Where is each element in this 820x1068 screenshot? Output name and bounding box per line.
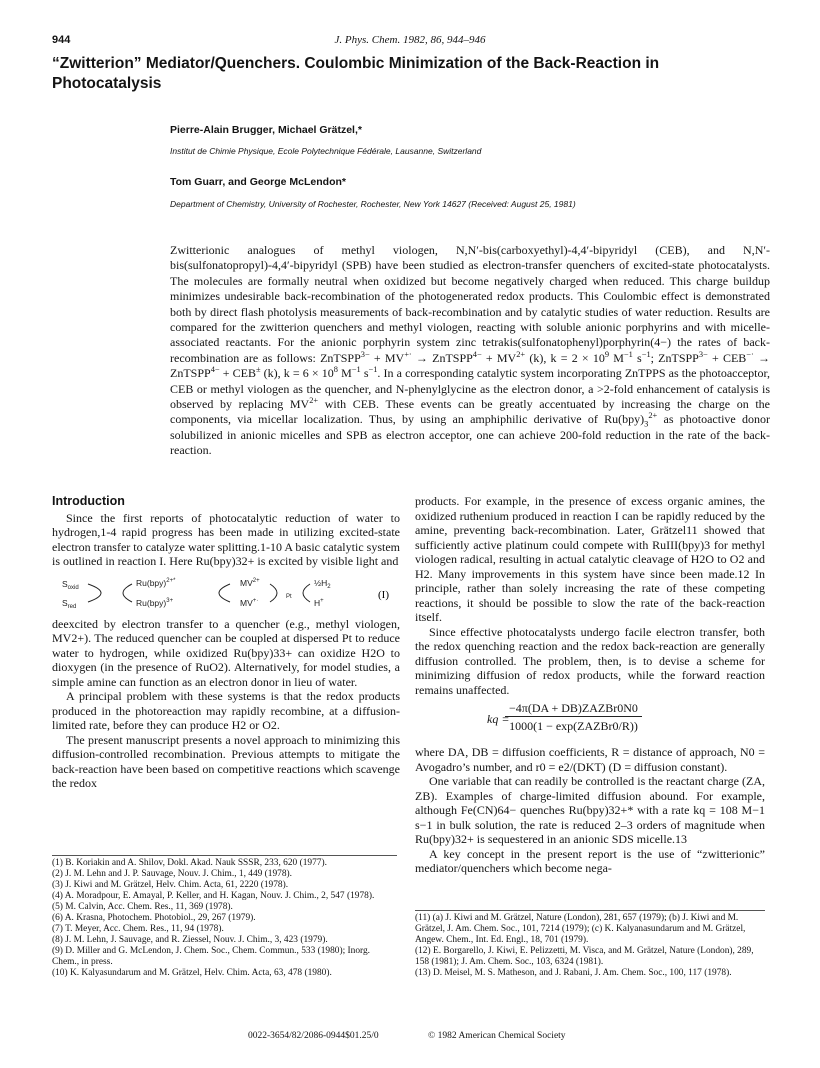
mv-label: $MV^{2+}$: [240, 577, 260, 588]
author-affiliation-2: Department of Chemistry, University of Rochester, Rochester, New York 14627 (Received: August 25, 1981): [170, 199, 576, 209]
curved-arrow-5: [303, 584, 310, 602]
abstract-text-5: with CEB. These events can be greatly accentuated by increasing the charge on the components, via micellar localization. Thus, by using an amphiphilic derivative of Ru(bpy): [170, 397, 770, 427]
intro-paragraph-5: products. For example, in the presence of excess organic amines, the oxidized ruthenium produced in reaction I can be rapidly reduced by the amine, preventing back-recombination. Later, Grätzel11 showed that sufficiently active platinum could compete with RuIII(bpy)3 for methyl viologen radical, resulting in actual catalytic cleavage of H2O to O2 and H2. Many improvements in this system have since been made.12 In principle, rather than solely increasing the rate of these competing reactions, it should be possible to slow the rate of the back-reaction itself.: [415, 494, 765, 624]
abstract-text-2: ZnTSPP: [432, 350, 473, 365]
left-column: [52, 494, 400, 791]
article-code: 0022-3654/82/2086-0944$01.25/0: [248, 1031, 379, 1041]
footnote: (8) J. M. Lehn, J. Sauvage, and R. Ziessel, Nouv. J. Chim., 3, 423 (1979).: [52, 935, 328, 945]
footnote: (10) K. Kalyasundarum and M. Grätzel, Helv. Chim. Acta, 63, 478 (1980).: [52, 968, 332, 978]
footnote: (11) (a) J. Kiwi and M. Grätzel, Nature (London), 281, 657 (1979); (b) J. Kiwi and M. Grätzel, J. Am. Chem. Soc., 101, 7214 (1979); (c) K. Kalyanasundarum and M. Grätzel, Angew. Chem., Int. Ed. Engl., 18, 701 (1979).: [415, 913, 746, 945]
equation-fraction: [505, 701, 642, 733]
footnotes-right: [415, 913, 765, 979]
footnote: (5) M. Calvin, Acc. Chem. Res., 11, 369 (1978).: [52, 902, 233, 912]
mv-reduced-label: MV+·: [240, 597, 259, 608]
h2-label: $\frac{1}{2}H_2$: [314, 577, 331, 590]
pt-label: Pt: [286, 593, 292, 600]
intro-paragraph-9: A key concept in the present report is the use of “zwitterionic” mediator/quenchers which become nega-: [415, 846, 765, 875]
ru-oxidized-label: Ru(bpy)$^{3+}$: [136, 597, 174, 608]
ru-excited-label: Ru(bpy)$^{2+*}$: [136, 577, 176, 588]
copyright-notice: © 1982 American Chemical Society: [428, 1031, 566, 1041]
footnote: (13) D. Meisel, M. S. Matheson, and J. Rabani, J. Am. Chem. Soc., 100, 117 (1978).: [415, 968, 732, 978]
author-names-1: Pierre-Alain Brugger, Michael Grätzel,*: [170, 124, 362, 136]
intro-paragraph-3: A principal problem with these systems is that the redox products produced in the photoreaction may rapidly recombine, at a diffusion-limited rate, before they can produce H2 or O2.: [52, 689, 400, 732]
s-oxid-label: $S_{oxid}$: [62, 578, 79, 591]
abstract-text-4: . In a corresponding catalytic system incorporating ZnTPPS as the photoacceptor, CEB or methyl viologen as the quencher, and N-phenylglycine as the electron donor, a >2-fold enhancement of catalysis is observed by replacing MV: [170, 366, 771, 412]
rate-equation: [415, 701, 765, 741]
author-affiliation-1: Institut de Chimie Physique, Ecole Polytechnique Fédérale, Lausanne, Switzerland: [170, 146, 482, 156]
scheme-number: (I): [378, 588, 389, 601]
footnote: (12) E. Borgarello, J. Kiwi, E. Pelizzetti, M. Visca, and M. Grätzel, Nature (London), 289, 158 (1981); J. Am. Chem. Soc., 103, 6324 (1981).: [415, 946, 754, 967]
curved-arrow-2: [123, 584, 132, 602]
right-column: [415, 494, 765, 876]
footnote: (1) B. Koriakin and A. Shilov, Dokl. Akad. Nauk SSSR, 233, 620 (1977).: [52, 858, 327, 868]
s-red-label: $S_{red}$: [62, 597, 77, 610]
footnote: (2) J. M. Lehn and J. P. Sauvage, Nouv. J. Chim., 1, 449 (1978).: [52, 869, 292, 879]
equation-lhs: kq =: [487, 712, 510, 726]
intro-paragraph-7: where DA, DB = diffusion coefficients, R = distance of approach, N0 = Avogadro’s number, and r0 = e2/(DKT) (D = diffusion constant).: [415, 745, 765, 774]
reaction-scheme-drawing: [52, 575, 400, 611]
intro-paragraph-2: deexcited by electron transfer to a quencher (e.g., methyl viologen, MV2+). The reduced quencher can be coupled at dispersed Pt to reduce water to hydrogen, while oxidized Ru(bpy)33+ can oxidize H2O to dioxygen (in the presence of RuO2). Alternatively, for model studies, a simple amine can function as an electron donor in lieu of water.: [52, 616, 400, 689]
footnote-divider-right: [415, 910, 765, 911]
intro-paragraph-4: The present manuscript presents a novel approach to minimizing this diffusion-controlled recombination. Previous attempts to mitigate the back-reaction have been based on competitive reactions which scavenge the redox: [52, 732, 400, 790]
abstract-rate-1: (k), k = 2 × 10: [525, 350, 605, 365]
footnote: (7) T. Meyer, Acc. Chem. Res., 11, 94 (1978).: [52, 924, 224, 934]
reaction-scheme: [52, 575, 400, 611]
journal-citation: J. Phys. Chem. 1982, 86, 944–946: [334, 34, 486, 46]
curved-arrow-4: [270, 584, 277, 602]
section-heading: Introduction: [52, 494, 125, 508]
author-names-2: Tom Guarr, and George McLendon*: [170, 176, 346, 188]
intro-paragraph-6: Since effective photocatalysts undergo facile electron transfer, both the redox quenching reaction and the redox back-reaction are generally diffusion controlled. The problem, then, is to devise a scheme for minimizing diffusion of redox products, while the forward reaction remains unaffected.: [415, 624, 765, 697]
footnote: (4) A. Moradpour, E. Amayal, P. Keller, and H. Kagan, Nouv. J. Chim., 2, 547 (1978).: [52, 891, 375, 901]
curved-arrow-1: [88, 584, 101, 602]
h-plus-label: H+: [314, 597, 324, 608]
footnote: (6) A. Krasna, Photochem. Photobiol., 29, 267 (1979).: [52, 913, 256, 923]
abstract-text-6: as photoactive donor solubilized in anionic micelles and SPB as electron acceptor, one can achieve 200-fold reduction in the rate of the back-reaction.: [170, 412, 770, 458]
article-title: “Zwitterion” Mediator/Quenchers. Coulombic Minimization of the Back-Reaction in Photocatalysis: [52, 55, 660, 92]
curved-arrow-3: [219, 584, 230, 602]
footnote: (9) D. Miller and G. McLendon, J. Chem. Soc., Chem. Commun., 533 (1980); Inorg. Chem., in press.: [52, 946, 371, 967]
intro-paragraph-8: One variable that can readily be controlled is the reactant charge (ZA, ZB). Examples of charge-limited diffusion abound. For example, although Fe(CN)64− quenches Ru(bpy)32+* with a rate kq = 108 M−1 s−1 in bulk solution, the rate is reduced 2–3 orders of magnitude when Ru(bpy)32+ is sequestered in an anionic SDS micelle.13: [415, 774, 765, 846]
abstract-text-3: ; ZnTSPP: [650, 350, 699, 365]
abstract-rate-2: (k), k = 6 × 10: [260, 366, 334, 381]
page-number: 944: [52, 34, 71, 46]
abstract-text-1: Zwitterionic analogues of methyl viologen, N,N′-bis(carboxyethyl)-4,4′-bipyridyl (CEB), and N,N′-bis(sulfonatopropyl)-4,4′-bipyridyl (SPB) have been studied as electron-transfer quenchers of excited-state photocatalysts. The molecules are formally neutral when oxidized but become negatively charged when reduced. This charge buildup minimizes undesirable back-recombination of the photogenerated redox products. This Coulombic effect is demonstrated both by direct flash photolysis measurements of back-recombination and by catalytic studies of water reduction. Results are compared for the zwitterion quenchers and methyl viologen, reacting with soluble anionic porphyrins and with micelle-associated reactants. For the anionic porphyrin system zinc tetrakis(sulfonatophenyl)porphyrin(4−) the rates of back-recombination are as follows: ZnTSPP: [170, 243, 770, 365]
footnote: (3) J. Kiwi and M. Grätzel, Helv. Chim. Acta, 61, 2220 (1978).: [52, 880, 289, 890]
footnote-divider-left: [52, 855, 397, 856]
equation-denominator: 1000(1 − exp(ZAZBr0/R)): [509, 718, 638, 733]
abstract: Zwitterionic analogues of methyl viologen, N,N′-bis(carboxyethyl)-4,4′-bipyridyl (CEB), and N,N′-bis(sulfonatopropyl)-4,4′-bipyridyl (SPB) have been studied as electron-transfer quenchers of excited-state photocatalysts. The molecules are formally neutral when oxidized but become negatively charged when reduced. This charge buildup minimizes undesirable back-recombination of the photogenerated redox products. This Coulombic effect is demonstrated both by direct flash photolysis measurements of back-recombination and by catalytic studies of water reduction. Results are compared for the zwitterion quenchers and methyl viologen, reacting with soluble anionic porphyrins and with micelle-associated reactants. For the anionic porphyrin system zinc tetrakis(sulfonatophenyl)porphyrin(4−) the rates of back-recombination are as follows: ZnTSPP$^{3-}$ + MV+· → ZnTSPP$^{4-}$ + $MV^{2+}$ (k), $k = 2 \times 10^9$ $M^{-1}$ $s^{-1}$; ZnTSPP$^{3-}$ + CEB−· → ZnTSPP$^{4-}$ + CEB± (k), $k = 6 \times 10^8$ $M^{-1}$ $s^{-1}$. In a corresponding catalytic system incorporating ZnTPPS as the photoacceptor, CEB or methyl viologen as the quencher, and N-phenylglycine as the electron donor, a >2-fold enhancement of catalysis is observed by replacing $MV^{2+}$ with CEB. These events can be greatly accentuated by increasing the charge on the components, via micellar localization. Thus, by using an amphiphilic derivative of $Ru(bpy)_3^{2+}$ as photoactive donor solubilized in anionic micelles and SPB as electron acceptor, one can achieve 200-fold reduction in the rate of the back-reaction.: [170, 243, 771, 458]
footnotes-left: [52, 858, 397, 979]
intro-paragraph-1: Since the first reports of photocatalytic reduction of water to hydrogen,1-4 rapid progress has been made in utilizing excited-state electron transfer to catalyze water splitting.1-10 A basic catalytic system is outlined in reaction I. Here Ru(bpy)32+ is excited by visible light and: [52, 510, 400, 568]
equation-numerator: −4π(DA + DB)ZAZBr0N0: [505, 701, 642, 717]
